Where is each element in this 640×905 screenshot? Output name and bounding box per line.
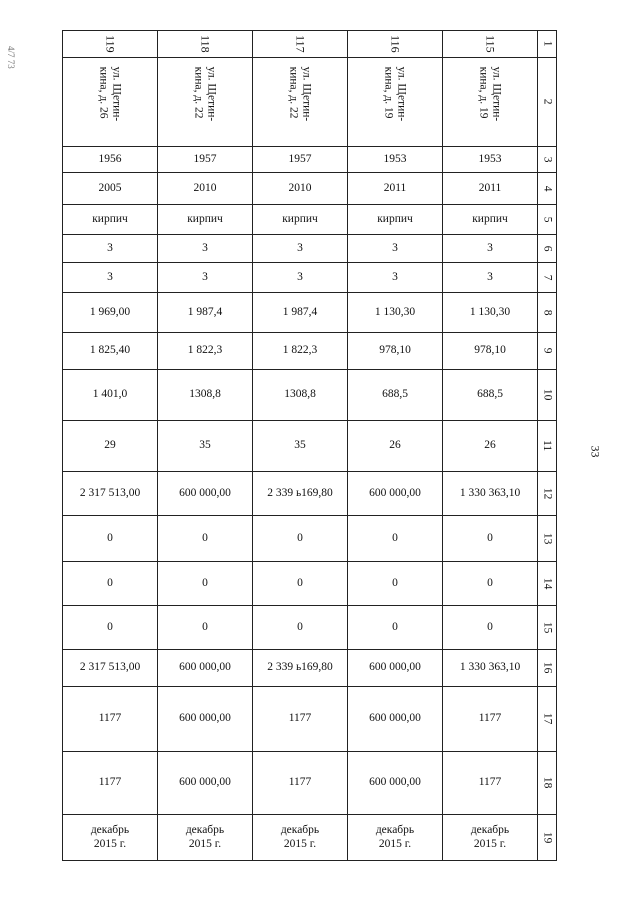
row-address — [63, 58, 557, 147]
table-row — [63, 370, 557, 421]
table-cell: кирпич — [443, 205, 538, 235]
table-cell: 2011 — [348, 173, 443, 205]
table-cell: 1 330 363,10 — [443, 650, 538, 687]
table-cell: 26 — [443, 421, 538, 472]
table-cell: 600 000,00 — [158, 650, 253, 687]
table-cell: 3 — [348, 263, 443, 293]
table-cell: 0 — [158, 606, 253, 650]
row-index: 18 — [541, 777, 554, 789]
table-cell: 1 130,30 — [348, 293, 443, 333]
table-cell: 35 — [158, 421, 253, 472]
table-cell: декабрь 2015 г. — [443, 815, 538, 861]
table-cell: 1 822,3 — [253, 333, 348, 370]
table-cell: кирпич — [63, 205, 158, 235]
table-cell: 0 — [253, 606, 348, 650]
table-cell: кирпич — [348, 205, 443, 235]
table-cell: декабрь 2015 г. — [63, 815, 158, 861]
table-row — [63, 205, 557, 235]
table-cell: 26 — [348, 421, 443, 472]
table-cell: декабрь 2015 г. — [253, 815, 348, 861]
table-cell: 1 822,3 — [158, 333, 253, 370]
table-row — [63, 293, 557, 333]
table-cell: кирпич — [253, 205, 348, 235]
table-cell: 0 — [253, 516, 348, 562]
table-row — [63, 650, 557, 687]
table-cell: 29 — [63, 421, 158, 472]
table-cell: 0 — [253, 562, 348, 606]
row-index: 11 — [541, 440, 554, 452]
table-cell: 3 — [158, 263, 253, 293]
table-cell: декабрь 2015 г. — [348, 815, 443, 861]
row-index: 16 — [541, 662, 554, 674]
table-cell: декабрь 2015 г. — [158, 815, 253, 861]
column-number: 119 — [103, 35, 118, 53]
row-index: 10 — [541, 389, 554, 401]
table-cell: 1 969,00 — [63, 293, 158, 333]
table-cell: 1177 — [443, 687, 538, 752]
table-cell: 688,5 — [443, 370, 538, 421]
table-cell: 3 — [63, 263, 158, 293]
table-cell: 1177 — [253, 752, 348, 815]
table-cell: 3 — [443, 235, 538, 263]
table-cell: 2 339 ь169,80 — [253, 650, 348, 687]
row-index: 14 — [541, 577, 554, 590]
table-cell: 600 000,00 — [158, 472, 253, 516]
table-cell: 688,5 — [348, 370, 443, 421]
page-number: 33 — [588, 445, 603, 458]
table-cell: 1957 — [253, 147, 348, 173]
table-cell: 3 — [253, 263, 348, 293]
table-cell: 600 000,00 — [348, 687, 443, 752]
table-row — [63, 173, 557, 205]
table-cell: 0 — [443, 606, 538, 650]
row-index: 2 — [541, 99, 554, 105]
row-index: 6 — [541, 245, 554, 252]
table-cell: 0 — [158, 562, 253, 606]
table-cell: 600 000,00 — [348, 650, 443, 687]
table-cell: 2005 — [63, 173, 158, 205]
table-cell: 1 987,4 — [158, 293, 253, 333]
table-cell: 2010 — [158, 173, 253, 205]
table-row — [63, 147, 557, 173]
table-row — [63, 752, 557, 815]
row-index: 4 — [541, 185, 554, 192]
row-index: 12 — [541, 487, 554, 500]
table-cell: 0 — [158, 516, 253, 562]
address-cell: ул. Щетин-кина, д. 22 — [288, 66, 313, 122]
table-cell: 0 — [63, 606, 158, 650]
table-cell: 1177 — [63, 752, 158, 815]
table-cell: 1308,8 — [158, 370, 253, 421]
table-cell: 1953 — [443, 147, 538, 173]
table-row — [63, 815, 557, 861]
table-cell: 2011 — [443, 173, 538, 205]
table-cell: 2 317 513,00 — [63, 472, 158, 516]
row-index: 13 — [541, 532, 554, 545]
table-cell: 1 987,4 — [253, 293, 348, 333]
table-row — [63, 472, 557, 516]
table-cell: 2010 — [253, 173, 348, 205]
row-index: 5 — [541, 216, 554, 223]
table-cell: 2 317 513,00 — [63, 650, 158, 687]
corner-mark: 4/7 73 — [6, 46, 16, 69]
column-number: 116 — [388, 35, 403, 53]
table-cell: 978,10 — [348, 333, 443, 370]
table-cell: 3 — [63, 235, 158, 263]
row-index: 8 — [541, 309, 554, 316]
table-row — [63, 687, 557, 752]
row-index: 3 — [541, 156, 554, 163]
row-index: 1 — [541, 41, 554, 47]
table-cell: 600 000,00 — [348, 472, 443, 516]
table-cell: 1 130,30 — [443, 293, 538, 333]
data-table — [62, 30, 557, 861]
table-cell: 3 — [253, 235, 348, 263]
address-cell: ул. Щетин-кина, д. 19 — [478, 66, 503, 122]
table-row — [63, 606, 557, 650]
row-index: 7 — [541, 274, 554, 281]
table-cell: 1308,8 — [253, 370, 348, 421]
table-row — [63, 421, 557, 472]
address-cell: ул. Щетин-кина, д. 19 — [383, 66, 408, 122]
table-cell: 35 — [253, 421, 348, 472]
row-index: 19 — [541, 831, 554, 844]
table-cell: 1 401,0 — [63, 370, 158, 421]
table-cell: 0 — [443, 516, 538, 562]
table-cell: 0 — [63, 516, 158, 562]
table-cell: 1956 — [63, 147, 158, 173]
table-cell: 1177 — [253, 687, 348, 752]
table-cell: 978,10 — [443, 333, 538, 370]
table-cell: 1177 — [63, 687, 158, 752]
row-column-number — [63, 31, 557, 58]
column-number: 118 — [198, 35, 213, 53]
table-cell: 0 — [443, 562, 538, 606]
column-number: 117 — [293, 35, 308, 53]
table-cell: 1957 — [158, 147, 253, 173]
table-cell: 600 000,00 — [158, 752, 253, 815]
table-cell: 0 — [348, 562, 443, 606]
table-row — [63, 333, 557, 370]
table-cell: 0 — [348, 516, 443, 562]
row-index: 17 — [541, 713, 554, 725]
table-row — [63, 263, 557, 293]
table-row — [63, 516, 557, 562]
row-index: 15 — [541, 621, 554, 634]
column-number: 115 — [483, 35, 498, 53]
table-cell: 3 — [348, 235, 443, 263]
table-cell: 0 — [348, 606, 443, 650]
address-cell: ул. Щетин-кина, д. 26 — [98, 66, 123, 122]
row-index: 9 — [541, 348, 554, 354]
table-cell: 600 000,00 — [348, 752, 443, 815]
table-cell: кирпич — [158, 205, 253, 235]
table-row — [63, 235, 557, 263]
table-cell: 3 — [443, 263, 538, 293]
address-cell: ул. Щетин-кина, д. 22 — [193, 66, 218, 122]
table-cell: 600 000,00 — [158, 687, 253, 752]
table-cell: 1177 — [443, 752, 538, 815]
table-cell: 1953 — [348, 147, 443, 173]
table-cell: 1 825,40 — [63, 333, 158, 370]
table-cell: 1 330 363,10 — [443, 472, 538, 516]
table-row — [63, 562, 557, 606]
table-cell: 0 — [63, 562, 158, 606]
table-cell: 2 339 ь169,80 — [253, 472, 348, 516]
table-cell: 3 — [158, 235, 253, 263]
